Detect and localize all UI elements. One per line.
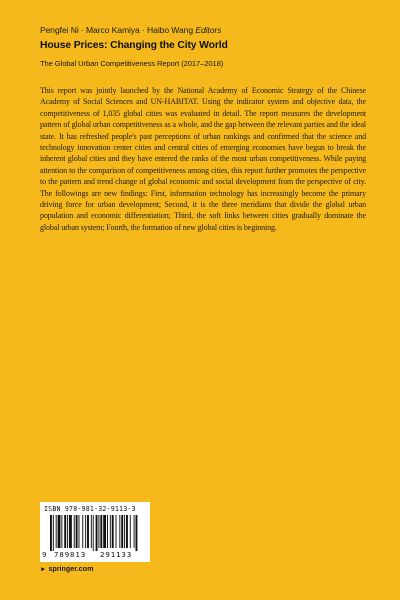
isbn-label: ISBN 978-981-32-9113-3 xyxy=(44,505,136,513)
barcode-bar xyxy=(107,515,108,548)
barcode-bar xyxy=(91,515,92,548)
barcode-bar xyxy=(121,515,123,548)
barcode-bar xyxy=(130,515,131,548)
barcode-bar xyxy=(103,515,106,548)
barcode-bar xyxy=(98,515,99,548)
barcode-digit-first: 9 xyxy=(42,550,47,559)
back-cover-blurb: This report was jointly launched by the National Academy of Economic Strategy of the Chinese Academy of Social Sciences and UN-HABITAT. Using the indicator system and objective data, the competitiveness of 1,035 global cities was evaluated in detail. The report measures the development pattern of global urban competitiveness as a whole, and the gap between the relevant parties and the ideal state. It has refreshed people's past perceptions of urban rankings and confirmed that the science and technology innovation center cities and central cities of emerging economies have begun to break the inherent global cities and they have entered the ranks of the most urban competitiveness. While paying attention to the comparison of competitiveness among cities, this report further promotes the perspective to the pattern and trend change of global economic and social development from the perspective of city. The followings are new findings: First, information technology has increasingly become the primary driving force for urban development; Second, it is the three meridians that divide the global urban population and economic differentiation; Third, the soft links between cities gradually dominate the global urban system; Fourth, the formation of new global cities is beginning. xyxy=(40,86,366,232)
barcode-bar xyxy=(56,515,57,548)
barcode-bar xyxy=(136,515,138,551)
book-subtitle: The Global Urban Competitiveness Report (2017–2018) xyxy=(40,59,224,68)
barcode-bar xyxy=(79,515,80,548)
barcode-bar xyxy=(87,515,89,548)
barcode-bar xyxy=(67,515,68,548)
barcode-bar xyxy=(134,515,135,548)
editors-line xyxy=(40,25,221,35)
publisher-url: springer.com xyxy=(48,564,94,573)
barcode-bar xyxy=(50,515,52,551)
barcode-bar xyxy=(61,515,62,548)
publisher-link[interactable] xyxy=(40,564,93,573)
barcode-bar xyxy=(96,515,98,551)
editor-names: Pengfei Ni · Marco Kamiya · Haibo Wang xyxy=(40,25,194,35)
barcode-bar xyxy=(74,515,75,548)
barcode-bar xyxy=(53,515,54,551)
barcode-bar xyxy=(82,515,83,548)
barcode-bar xyxy=(126,515,128,548)
isbn-barcode-block xyxy=(40,502,150,562)
barcode-bar xyxy=(69,515,72,548)
barcode-bar xyxy=(112,515,114,548)
barcode-bar xyxy=(64,515,66,548)
barcode-digits-right-group: 291133 xyxy=(100,550,133,559)
barcode-bar xyxy=(124,515,125,548)
book-title: House Prices: Changing the City World xyxy=(40,40,228,51)
editors-role: Editors xyxy=(195,25,222,35)
arrow-right-icon: ► xyxy=(40,566,47,573)
barcode-bar xyxy=(58,515,61,548)
barcode-bar xyxy=(100,515,102,548)
barcode-icon xyxy=(50,515,140,551)
barcode-bar xyxy=(93,515,94,551)
barcode-bar xyxy=(119,515,120,548)
barcode-bar xyxy=(110,515,111,548)
barcode-digits-left-group: 789813 xyxy=(54,550,87,559)
barcode-bar xyxy=(76,515,78,548)
barcode-bar xyxy=(116,515,117,548)
barcode-bar xyxy=(85,515,86,548)
